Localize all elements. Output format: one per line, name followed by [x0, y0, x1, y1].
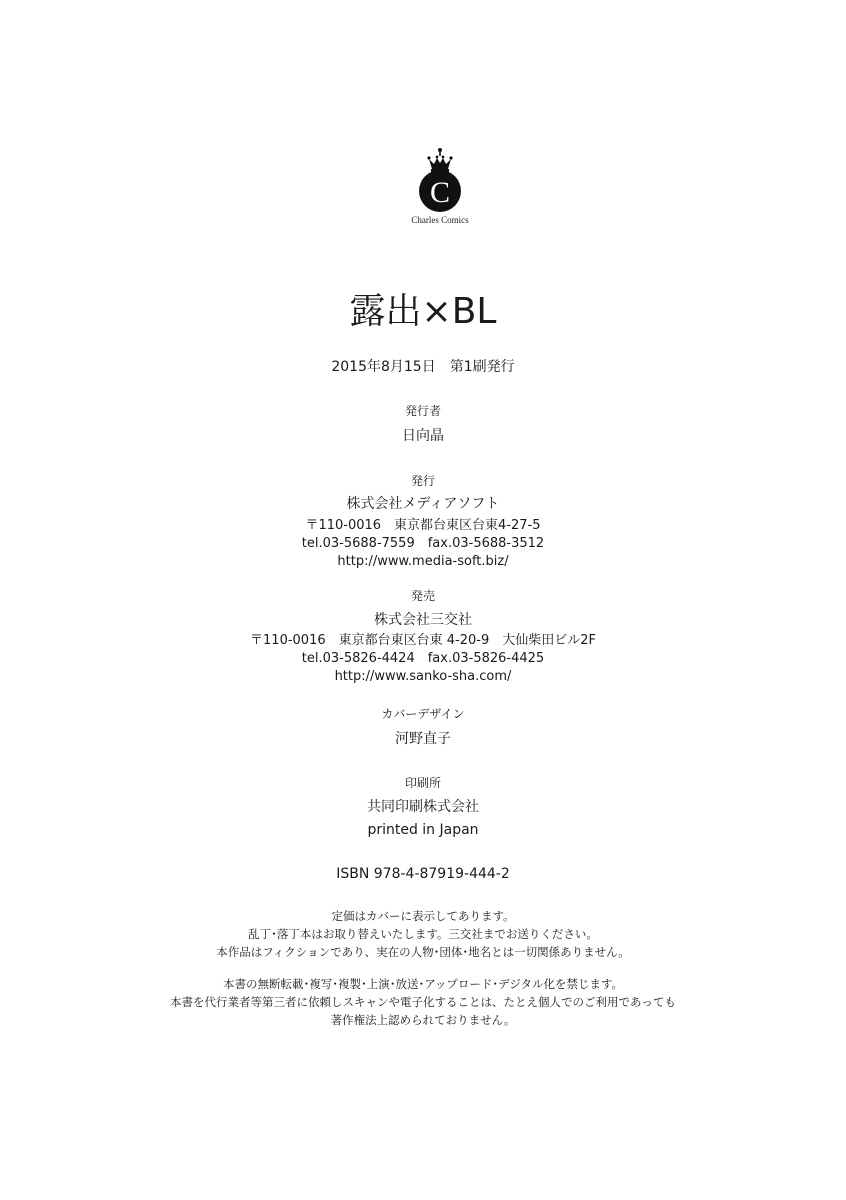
book-title: 露出×BL — [349, 291, 497, 332]
copyright-notice-line: 著作権法上認められておりません。 — [330, 1013, 516, 1027]
distributor-address: 〒110-0016 東京都台東区台東 4-20-9 大仙柴田ビル2F — [250, 633, 596, 648]
notice-line: 乱丁･落丁本はお取り替えいたします。三交社までお送りください。 — [248, 927, 598, 941]
cover-design-label: カバーデザイン — [381, 707, 465, 721]
distributor-label: 発売 — [410, 589, 435, 603]
logo-text: Charles Comics — [411, 215, 469, 225]
printed-in-japan: printed in Japan — [367, 822, 479, 838]
svg-text:C: C — [429, 176, 451, 209]
publisher-name: 株式会社メディアソフト — [346, 496, 500, 512]
crown-c-emblem-icon — [405, 147, 475, 215]
publication-date: 2015年8月15日 第1刷発行 — [331, 359, 515, 375]
publisher-person-label: 発行者 — [404, 404, 441, 418]
publisher-person-name: 日向晶 — [402, 428, 444, 444]
publisher-address: 〒110-0016 東京都台東区台東4-27-5 — [305, 518, 541, 533]
printer-label: 印刷所 — [404, 776, 441, 790]
publisher-contact: tel.03-5688-7559 fax.03-5688-3512 — [301, 536, 545, 551]
publisher-url: http://www.media-soft.biz/ — [337, 554, 509, 569]
notice-line: 定価はカバーに表示してあります。 — [331, 909, 515, 923]
publisher-label: 発行 — [410, 474, 435, 488]
distributor-contact: tel.03-5826-4424 fax.03-5826-4425 — [301, 651, 545, 666]
isbn: ISBN 978-4-87919-444-2 — [336, 866, 510, 882]
copyright-notice-line: 本書の無断転載･複写･複製･上演･放送･アップロード･デジタル化を禁じます。 — [222, 977, 624, 991]
copyright-notice-line: 本書を代行業者等第三者に依頼しスキャンや電子化することは、たとえ個人でのご利用であっても — [170, 995, 676, 1009]
distributor-name: 株式会社三交社 — [374, 612, 472, 628]
charles-comics-logo — [405, 147, 475, 232]
printer-name: 共同印刷株式会社 — [367, 799, 479, 815]
distributor-url: http://www.sanko-sha.com/ — [334, 669, 512, 684]
notice-line: 本作品はフィクションであり、実在の人物･団体･地名とは一切関係ありません。 — [216, 945, 630, 959]
cover-designer-name: 河野直子 — [395, 731, 451, 747]
